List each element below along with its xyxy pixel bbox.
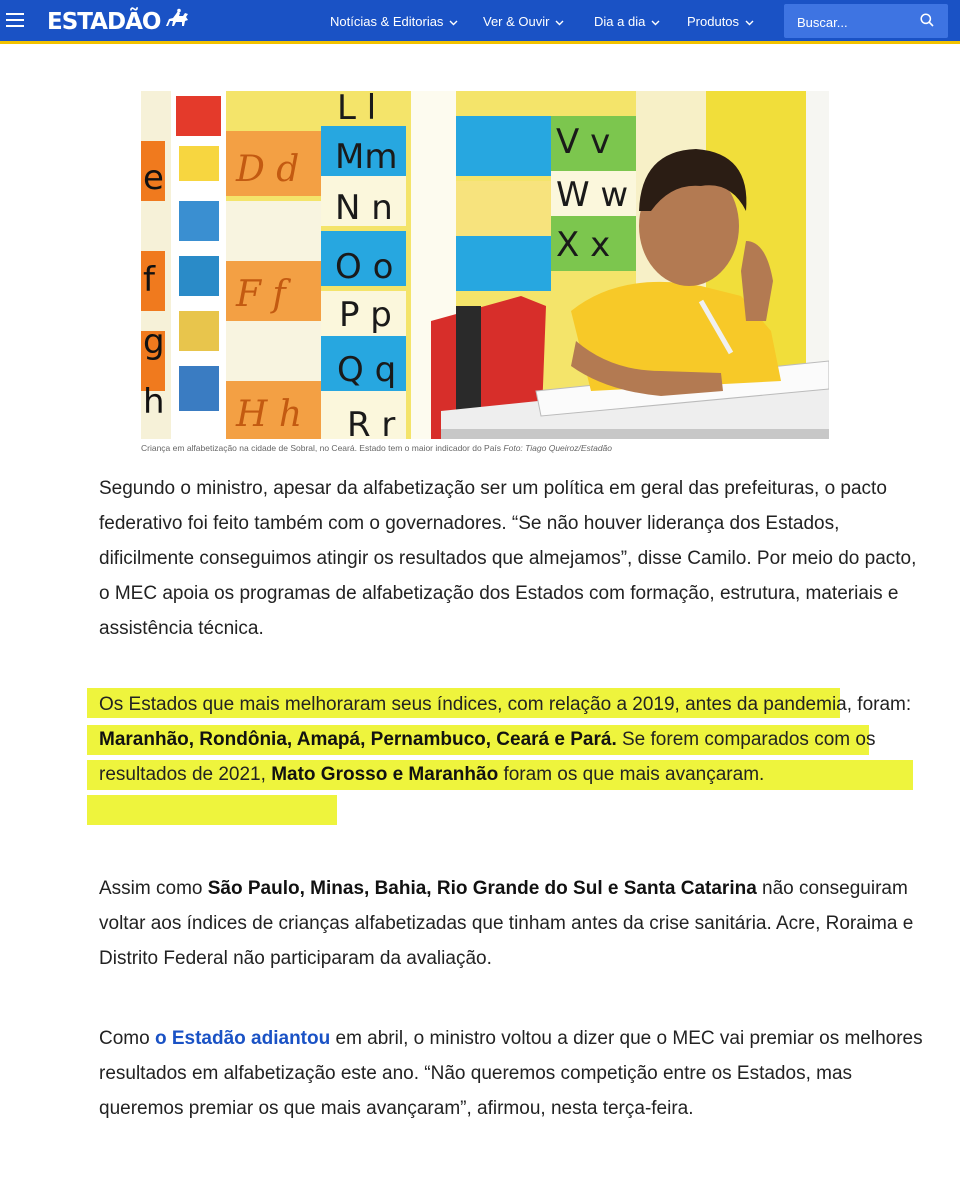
caption-text: Criança em alfabetização na cidade de Sobral, no Ceará. Estado tem o maior indicador do País — [141, 443, 502, 453]
nav-label: Produtos — [687, 14, 740, 29]
article-paragraph-3 — [99, 871, 929, 976]
svg-text:W w: W w — [556, 175, 629, 215]
horse-rider-icon — [164, 8, 190, 36]
search-placeholder: Buscar... — [797, 15, 848, 30]
svg-text:e: e — [143, 158, 164, 198]
photo-caption — [141, 443, 612, 453]
paragraph-text: em abril, o ministro voltou a dizer que o MEC vai premiar os melhores resultados em alfabetização este ano. “Não queremos competição entre os Estados, mas queremos premiar os que mais avançaram”, afirmou, nesta terça-feira. — [99, 1028, 923, 1119]
nav-dia-a-dia[interactable] — [594, 14, 660, 29]
svg-text:V v: V v — [556, 122, 611, 162]
paragraph-text: Assim como — [99, 878, 208, 899]
bold-states: Mato Grosso e Maranhão — [271, 764, 499, 785]
paragraph-text: Se forem comparados com os resultados de 2021, — [99, 729, 876, 785]
nav-ver-ouvir[interactable] — [483, 14, 564, 29]
search-input[interactable] — [784, 4, 948, 38]
photo-credit: Foto: Tiago Queiroz/Estadão — [503, 443, 613, 453]
menu-icon[interactable] — [6, 13, 24, 29]
estadao-logo[interactable] — [47, 8, 190, 36]
paragraph-text: não conseguiram voltar aos índices de crianças alfabetizadas que tinham antes da crise sanitária. Acre, Roraima e Distrito Federal não participaram da avaliação. — [99, 878, 914, 969]
nav-label: Notícias & Editorias — [330, 14, 444, 29]
top-navigation-bar — [0, 0, 960, 44]
svg-text:H h: H h — [236, 394, 303, 435]
article-paragraph-2 — [99, 687, 929, 792]
nav-label: Dia a dia — [594, 14, 646, 29]
svg-text:h: h — [143, 382, 165, 422]
article-photo — [141, 91, 829, 439]
estadao-adiantou-link[interactable]: o Estadão adiantou — [154, 1028, 331, 1049]
search-icon[interactable] — [920, 13, 934, 32]
nav-produtos[interactable] — [687, 14, 754, 29]
paragraph-text: foram os que mais avançaram. — [498, 764, 765, 785]
svg-text:Q q: Q q — [337, 350, 397, 390]
logo-text: ESTADÃO — [47, 9, 161, 35]
text-highlight — [87, 795, 337, 825]
bold-states: Maranhão, Rondônia, Amapá, Pernambuco, Ceará e Pará. — [99, 729, 617, 750]
svg-text:R r: R r — [347, 405, 396, 439]
chevron-down-icon — [651, 14, 660, 29]
svg-text:L l: L l — [337, 91, 377, 128]
svg-text:f: f — [143, 260, 155, 300]
paragraph-text: Como — [99, 1028, 155, 1049]
nav-label: Ver & Ouvir — [483, 14, 550, 29]
svg-text:X x: X x — [556, 225, 611, 265]
bold-states: São Paulo, Minas, Bahia, Rio Grande do Sul e Santa Catarina — [207, 878, 757, 899]
svg-text:D d: D d — [236, 149, 300, 190]
svg-text:g: g — [143, 322, 165, 362]
chevron-down-icon — [449, 14, 458, 29]
svg-text:N n: N n — [335, 188, 393, 228]
svg-text:P p: P p — [339, 295, 392, 335]
svg-text:F f: F f — [236, 274, 286, 315]
svg-text:O o: O o — [335, 247, 394, 287]
article-paragraph-4 — [99, 1021, 929, 1126]
paragraph-text: Os Estados que mais melhoraram seus índices, com relação a 2019, antes da pandemia, foram: — [99, 694, 912, 715]
svg-text:Mm: Mm — [335, 137, 398, 177]
nav-noticias-editorias[interactable] — [330, 14, 458, 29]
article-paragraph-1: Segundo o ministro, apesar da alfabetização ser um política em geral das prefeituras, o pacto federativo foi feito também com o governadores. “Se não houver liderança dos Estados, dificilmente conseguimos atingir os resultados que almejamos”, disse Camilo. Por meio do pacto, o MEC apoia os programas de alfabetização dos Estados com formação, estrutura, materiais e assistência técnica. — [99, 478, 917, 639]
chevron-down-icon — [555, 14, 564, 29]
chevron-down-icon — [745, 14, 754, 29]
